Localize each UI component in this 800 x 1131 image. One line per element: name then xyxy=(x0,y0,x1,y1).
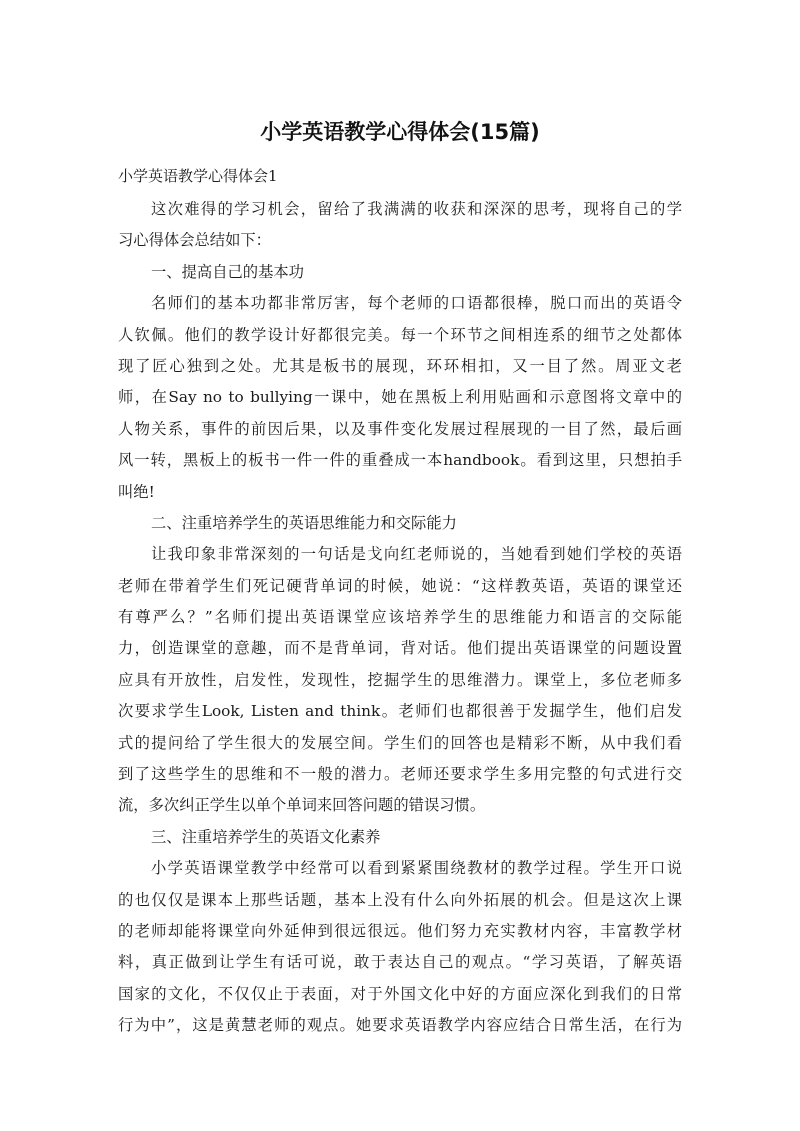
section-heading: 一、提高自己的基本功 xyxy=(151,262,304,281)
document-title: 小学英语教学心得体会(15篇) xyxy=(260,120,540,144)
paragraph-line: 人钦佩。他们的教学设计好都很完美。每一个环节之间相连系的细节之处都体 xyxy=(118,325,682,344)
paragraph-line: 现了匠心独到之处。尤其是板书的展现，环环相扣，又一目了然。周亚文老 xyxy=(118,356,682,375)
paragraph-line: 力，创造课堂的意趣，而不是背单词，背对话。他们提出英语课堂的问题设置 xyxy=(118,639,682,658)
paragraph-line: 式的提问给了学生很大的发展空间。学生们的回答也是精彩不断，从中我们看 xyxy=(118,733,682,752)
paragraph-line: 流，多次纠正学生以单个单词来回答问题的错误习惯。 xyxy=(118,796,486,815)
paragraph-line: 风一转，黑板上的板书一件一件的重叠成一本handbook。看到这里，只想拍手 xyxy=(118,451,682,470)
paragraph-line: 习心得体会总结如下： xyxy=(118,231,271,250)
paragraph-line: 的老师却能将课堂向外延伸到很远很远。他们努力充实教材内容，丰富教学材 xyxy=(118,921,682,940)
paragraph-line: 小学英语课堂教学中经常可以看到紧紧围绕教材的教学过程。学生开口说 xyxy=(151,859,682,878)
paragraph-line: 应具有开放性，启发性，发现性，挖掘学生的思维潜力。课堂上，多位老师多 xyxy=(118,670,682,689)
paragraph-line: 师，在Say no to bullying一课中，她在黑板上利用贴画和示意图将文章中的 xyxy=(118,388,682,407)
section-heading: 三、注重培养学生的英语文化素养 xyxy=(151,827,381,846)
section-subtitle: 小学英语教学心得体会1 xyxy=(118,167,278,185)
paragraph-line: 到了这些学生的思维和不一般的潜力。老师还要求学生多用完整的句式进行交 xyxy=(118,765,682,784)
paragraph-line: 国家的文化，不仅仅止于表面，对于外国文化中好的方面应深化到我们的日常 xyxy=(118,984,682,1003)
paragraph-line: 的也仅仅是课本上那些话题，基本上没有什么向外拓展的机会。但是这次上课 xyxy=(118,890,682,909)
paragraph-line: 老师在带着学生们死记硬背单词的时候，她说：“这样教英语，英语的课堂还 xyxy=(118,576,682,595)
paragraph-line: 让我印象非常深刻的一句话是戈向红老师说的，当她看到她们学校的英语 xyxy=(151,545,682,564)
section-heading: 二、注重培养学生的英语思维能力和交际能力 xyxy=(151,513,457,532)
paragraph-line: 叫绝! xyxy=(118,482,155,501)
paragraph-line: 次要求学生Look, Listen and think。老师们也都很善于发掘学生，他们启发 xyxy=(118,702,682,721)
paragraph-line: 料，真正做到让学生有话可说，敢于表达自己的观点。“学习英语，了解英语 xyxy=(118,953,682,972)
paragraph-line: 人物关系，事件的前因后果，以及事件变化发展过程展现的一目了然，最后画 xyxy=(118,419,682,438)
paragraph-line: 有尊严么？”名师们提出英语课堂应该培养学生的思维能力和语言的交际能 xyxy=(118,608,682,627)
paragraph-line: 这次难得的学习机会，留给了我满满的收获和深深的思考，现将自己的学 xyxy=(151,200,682,218)
document-body xyxy=(118,194,682,1042)
paragraph-line: 行为中”，这是黄慧老师的观点。她要求英语教学内容应结合日常生活，在行为 xyxy=(118,1016,682,1035)
paragraph-line: 名师们的基本功都非常厉害，每个老师的口语都很棒，脱口而出的英语令 xyxy=(151,294,682,313)
